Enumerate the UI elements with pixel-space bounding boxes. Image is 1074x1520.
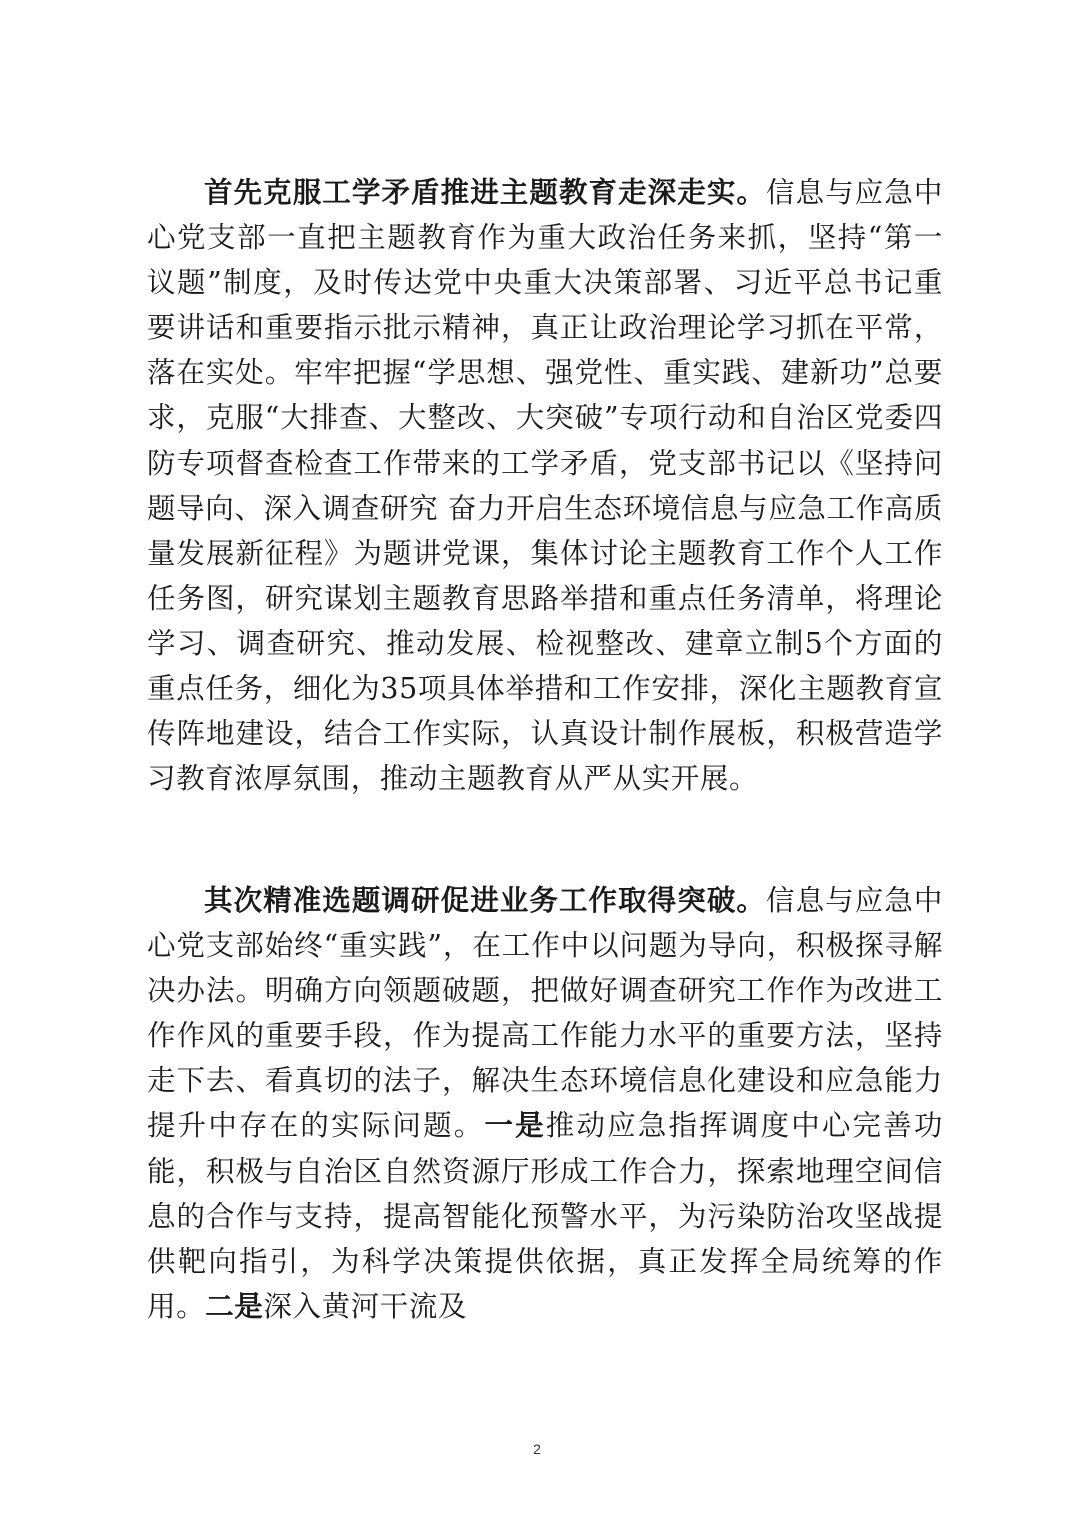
paragraph-2-body-part-3: 深入黄河干流及 [263, 1289, 468, 1323]
paragraph-1-heading: 首先克服工学矛盾推进主题教育走深走实。 [204, 175, 766, 209]
paragraph-1-body: 信息与应急中心党支部一直把主题教育作为重大政治任务来抓，坚持“第一议题”制度，及时传达党中央重大决策部署、习近平总书记重要讲话和重要指示批示精神，真正让政治理论学习抓在平常，落在实处。牢牢把握“学思想、强党性、重实践、建新功”总要求，克服“大排查、大整改、大突破”专项行动和自治区党委四防专项督查检查工作带来的工学矛盾，党支部书记以《坚持问题导向、深入调查研究 奋力开启生态环境信息与应急工作高质量发展新征程》为题讲党课，集体讨论主题教育工作个人工作任务图，研究谋划主题教育思路举措和重点任务清单，将理论学习、调查研究、推动发展、检视整改、建章立制5个方面的重点任务，细化为35项具体举措和工作安排，深化主题教育宣传阵地建设，结合工作实际，认真设计制作展板，积极营造学习教育浓厚氛围，推动主题教育从严从实开展。 [147, 176, 943, 796]
paragraph-2-marker-2: 二是 [205, 1288, 264, 1323]
page-number: 2 [533, 1441, 541, 1457]
paragraph-2-marker-1: 一是 [484, 1108, 546, 1143]
paragraph-2-body-part-1: 信息与应急中心党支部始终“重实践”，在工作中以问题为导向，积极探寻解决办法。明确方向领题破题，把做好调查研究工作作为改进工作作风的重要手段，作为提高工作能力水平的重要方法，坚持走下去、看真切的法子，解决生态环境信息化建设和应急能力提升中存在的实际问题。 [147, 884, 943, 1143]
paragraph-2-heading: 其次精准选题调研促进业务工作取得突破。 [204, 883, 766, 917]
paragraph-2-body-part-2: 推动应急指挥调度中心完善功能，积极与自治区自然资源厅形成工作合力，探索地理空间信息的合作与支持，提高智能化预警水平，为污染防治攻坚战提供靶向指引，为科学决策提供依据，真正发挥全局统筹的作用。 [147, 1109, 943, 1323]
paragraph-2 [147, 878, 943, 1329]
paragraph-1 [147, 170, 943, 801]
